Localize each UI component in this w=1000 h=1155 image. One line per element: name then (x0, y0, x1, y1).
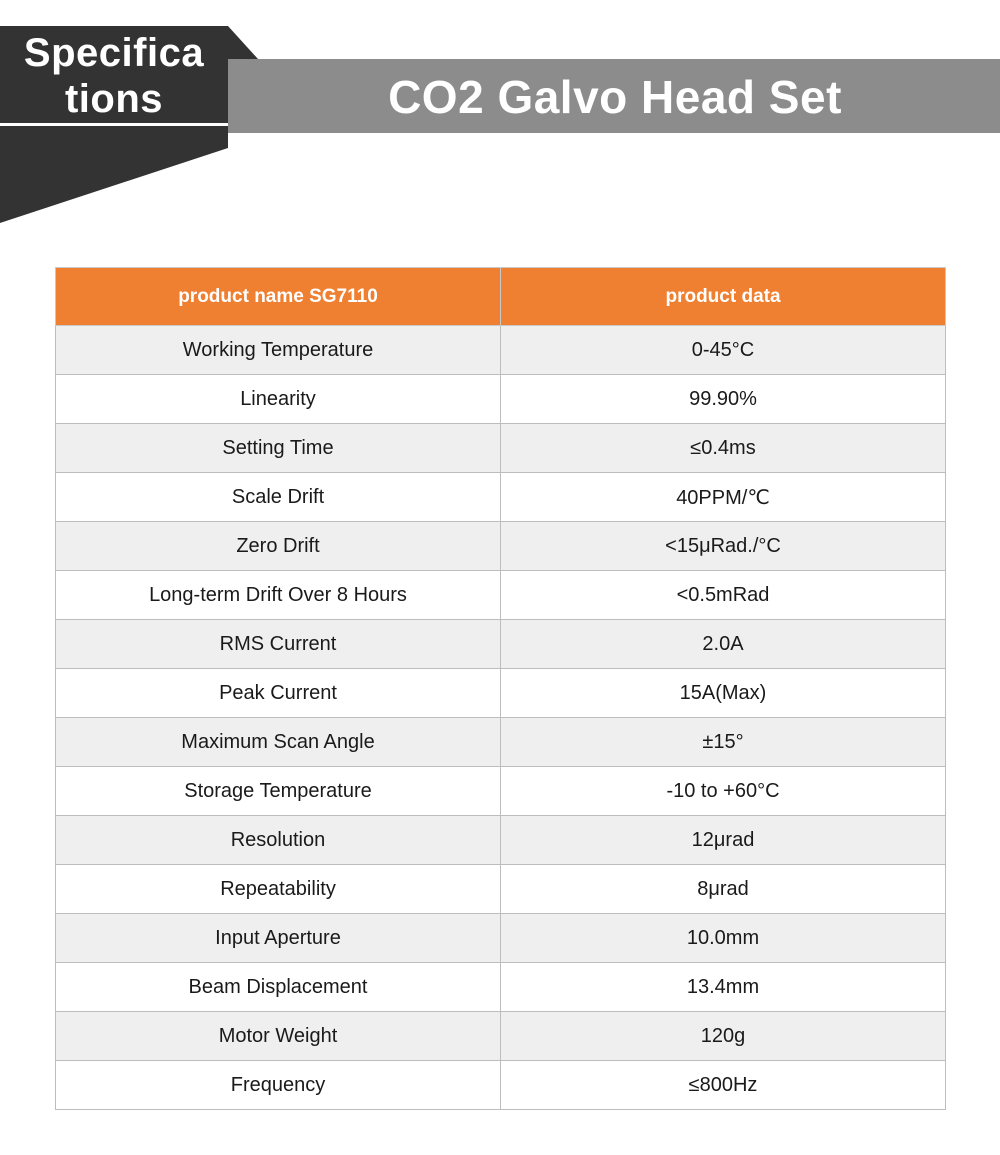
spec-value-cell: 15A(Max) (501, 669, 946, 718)
spec-value-cell: <0.5mRad (501, 571, 946, 620)
spec-value-cell: 10.0mm (501, 914, 946, 963)
page-title: CO2 Galvo Head Set (388, 71, 842, 123)
spec-value-cell: 2.0A (501, 620, 946, 669)
table-row (56, 914, 946, 963)
spec-value-cell: <15μRad./°C (501, 522, 946, 571)
spec-name-cell: Resolution (56, 816, 501, 865)
spec-name-cell: Repeatability (56, 865, 501, 914)
table-row (56, 375, 946, 424)
table-row (56, 767, 946, 816)
spec-table (55, 267, 946, 1110)
spec-name-cell: Peak Current (56, 669, 501, 718)
badge-line-2: tions (64, 77, 164, 121)
table-row (56, 1012, 946, 1061)
table-row (56, 326, 946, 375)
table-row (56, 620, 946, 669)
badge-text (0, 30, 228, 122)
spec-name-cell: Maximum Scan Angle (56, 718, 501, 767)
table-row (56, 718, 946, 767)
spec-name-cell: Long-term Drift Over 8 Hours (56, 571, 501, 620)
spec-name-cell: Scale Drift (56, 473, 501, 522)
spec-value-cell: ≤0.4ms (501, 424, 946, 473)
table-row (56, 865, 946, 914)
table-row (56, 816, 946, 865)
spec-value-cell: 40PPM/℃ (501, 473, 946, 522)
header-product-data: product data (501, 268, 946, 326)
spec-name-cell: Input Aperture (56, 914, 501, 963)
spec-value-cell: 120g (501, 1012, 946, 1061)
spec-value-cell: 8μrad (501, 865, 946, 914)
table-row (56, 963, 946, 1012)
table-row (56, 669, 946, 718)
spec-value-cell: ±15° (501, 718, 946, 767)
header-product-name: product name SG7110 (56, 268, 501, 326)
badge-divider (0, 123, 228, 126)
spec-name-cell: Motor Weight (56, 1012, 501, 1061)
spec-value-cell: -10 to +60°C (501, 767, 946, 816)
spec-name-cell: Storage Temperature (56, 767, 501, 816)
spec-name-cell: Linearity (56, 375, 501, 424)
table-row (56, 1061, 946, 1110)
spec-name-cell: Setting Time (56, 424, 501, 473)
spec-value-cell: 12μrad (501, 816, 946, 865)
table-row (56, 424, 946, 473)
spec-name-cell: Beam Displacement (56, 963, 501, 1012)
spec-name-cell: Working Temperature (56, 326, 501, 375)
spec-value-cell: ≤800Hz (501, 1061, 946, 1110)
header-banner (0, 0, 1000, 230)
spec-name-cell: Frequency (56, 1061, 501, 1110)
table-header-row (56, 268, 946, 326)
spec-value-cell: 99.90% (501, 375, 946, 424)
spec-name-cell: RMS Current (56, 620, 501, 669)
banner-fold (228, 26, 258, 59)
table-row (56, 473, 946, 522)
table-row (56, 522, 946, 571)
table-row (56, 571, 946, 620)
spec-value-cell: 0-45°C (501, 326, 946, 375)
spec-value-cell: 13.4mm (501, 963, 946, 1012)
table-body (56, 326, 946, 1110)
spec-name-cell: Zero Drift (56, 522, 501, 571)
badge-line-1: Specifica (23, 31, 205, 75)
